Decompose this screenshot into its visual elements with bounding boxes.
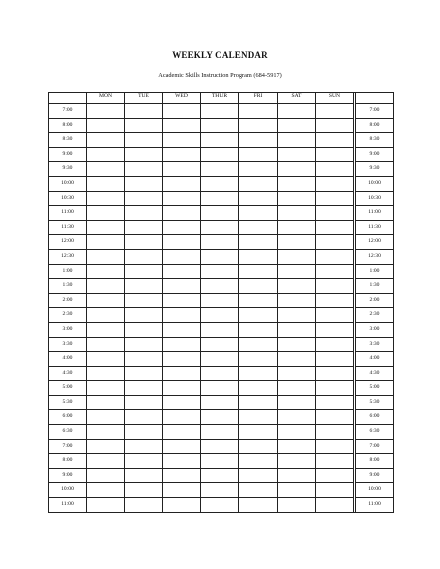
calendar-cell-thur[interactable] <box>201 235 239 250</box>
calendar-cell-wed[interactable] <box>163 191 201 206</box>
time-label-right: 8:30 <box>356 133 394 148</box>
time-label-right: 5:00 <box>356 381 394 396</box>
calendar-cell-tue[interactable] <box>125 147 163 162</box>
calendar-cell-fri[interactable] <box>239 220 278 235</box>
calendar-cell-fri[interactable] <box>239 293 278 308</box>
calendar-cell-thur[interactable] <box>201 425 239 440</box>
calendar-cell-thur[interactable] <box>201 468 239 483</box>
calendar-cell-thur[interactable] <box>201 104 239 119</box>
time-label-left: 3:30 <box>49 337 87 352</box>
time-label-right: 11:00 <box>356 498 394 513</box>
calendar-cell-thur[interactable] <box>201 439 239 454</box>
calendar-cell-wed[interactable] <box>163 337 201 352</box>
calendar-cell-sat[interactable] <box>278 191 316 206</box>
time-label-left: 4:30 <box>49 366 87 381</box>
time-label-left: 6:00 <box>49 410 87 425</box>
page-subtitle: Academic Skills Instruction Program (684-5917) <box>158 72 282 79</box>
day-header-tue: TUE <box>125 93 163 104</box>
calendar-cell-thur[interactable] <box>201 279 239 294</box>
calendar-cell-mon[interactable] <box>87 220 125 235</box>
calendar-cell-sun[interactable] <box>316 381 354 396</box>
calendar-cell-sun[interactable] <box>316 498 354 513</box>
time-label-right: 9:30 <box>356 162 394 177</box>
calendar-cell-mon[interactable] <box>87 395 125 410</box>
calendar-row <box>49 352 394 367</box>
calendar-cell-sun[interactable] <box>316 206 354 221</box>
calendar-cell-thur[interactable] <box>201 381 239 396</box>
calendar-cell-mon[interactable] <box>87 206 125 221</box>
calendar-cell-tue[interactable] <box>125 191 163 206</box>
time-label-left: 10:00 <box>49 176 87 191</box>
calendar-cell-sat[interactable] <box>278 425 316 440</box>
calendar-cell-sat[interactable] <box>278 483 316 498</box>
calendar-cell-thur[interactable] <box>201 133 239 148</box>
calendar-cell-sat[interactable] <box>278 104 316 119</box>
calendar-cell-thur[interactable] <box>201 249 239 264</box>
calendar-cell-sat[interactable] <box>278 264 316 279</box>
calendar-cell-tue[interactable] <box>125 381 163 396</box>
calendar-cell-fri[interactable] <box>239 249 278 264</box>
calendar-cell-mon[interactable] <box>87 133 125 148</box>
calendar-cell-fri[interactable] <box>239 264 278 279</box>
calendar-cell-tue[interactable] <box>125 176 163 191</box>
time-label-right: 10:30 <box>356 191 394 206</box>
calendar-cell-mon[interactable] <box>87 454 125 469</box>
calendar-cell-mon[interactable] <box>87 352 125 367</box>
calendar-cell-mon[interactable] <box>87 162 125 177</box>
time-label-right: 11:00 <box>356 206 394 221</box>
calendar-cell-mon[interactable] <box>87 410 125 425</box>
day-header-thur: THUR <box>201 93 239 104</box>
calendar-cell-tue[interactable] <box>125 468 163 483</box>
calendar-cell-sat[interactable] <box>278 147 316 162</box>
calendar-row <box>49 337 394 352</box>
calendar-cell-sun[interactable] <box>316 249 354 264</box>
calendar-cell-sun[interactable] <box>316 439 354 454</box>
calendar-cell-wed[interactable] <box>163 483 201 498</box>
calendar-cell-thur[interactable] <box>201 220 239 235</box>
calendar-row <box>49 220 394 235</box>
calendar-cell-thur[interactable] <box>201 352 239 367</box>
calendar-cell-mon[interactable] <box>87 366 125 381</box>
calendar-cell-mon[interactable] <box>87 293 125 308</box>
calendar-cell-sat[interactable] <box>278 133 316 148</box>
time-label-left: 6:30 <box>49 425 87 440</box>
time-label-right: 12:30 <box>356 249 394 264</box>
time-label-left: 1:30 <box>49 279 87 294</box>
calendar-cell-mon[interactable] <box>87 176 125 191</box>
time-label-left: 2:30 <box>49 308 87 323</box>
calendar-cell-sun[interactable] <box>316 322 354 337</box>
time-label-left: 9:00 <box>49 468 87 483</box>
calendar-cell-sun[interactable] <box>316 410 354 425</box>
calendar-cell-wed[interactable] <box>163 235 201 250</box>
time-label-left: 11:00 <box>49 498 87 513</box>
calendar-cell-thur[interactable] <box>201 410 239 425</box>
calendar-cell-fri[interactable] <box>239 454 278 469</box>
calendar-cell-wed[interactable] <box>163 410 201 425</box>
calendar-cell-fri[interactable] <box>239 279 278 294</box>
time-label-left: 5:00 <box>49 381 87 396</box>
calendar-row <box>49 133 394 148</box>
calendar-cell-fri[interactable] <box>239 235 278 250</box>
calendar-cell-sat[interactable] <box>278 118 316 133</box>
calendar-cell-sun[interactable] <box>316 191 354 206</box>
calendar-cell-sun[interactable] <box>316 468 354 483</box>
calendar-cell-tue[interactable] <box>125 249 163 264</box>
calendar-cell-tue[interactable] <box>125 235 163 250</box>
calendar-cell-tue[interactable] <box>125 264 163 279</box>
time-label-right: 9:00 <box>356 468 394 483</box>
calendar-cell-mon[interactable] <box>87 235 125 250</box>
calendar-row <box>49 439 394 454</box>
calendar-cell-wed[interactable] <box>163 104 201 119</box>
calendar-cell-wed[interactable] <box>163 206 201 221</box>
time-label-right: 8:00 <box>356 454 394 469</box>
calendar-cell-mon[interactable] <box>87 279 125 294</box>
calendar-cell-thur[interactable] <box>201 206 239 221</box>
calendar-cell-sat[interactable] <box>278 468 316 483</box>
time-label-right: 12:00 <box>356 235 394 250</box>
calendar-cell-sun[interactable] <box>316 293 354 308</box>
time-label-right: 2:30 <box>356 308 394 323</box>
calendar-cell-fri[interactable] <box>239 104 278 119</box>
calendar-cell-tue[interactable] <box>125 366 163 381</box>
calendar-cell-sun[interactable] <box>316 395 354 410</box>
time-label-right: 5:30 <box>356 395 394 410</box>
calendar-cell-sat[interactable] <box>278 322 316 337</box>
calendar-cell-mon[interactable] <box>87 308 125 323</box>
calendar-cell-tue[interactable] <box>125 322 163 337</box>
calendar-cell-wed[interactable] <box>163 381 201 396</box>
calendar-cell-wed[interactable] <box>163 133 201 148</box>
calendar-cell-thur[interactable] <box>201 147 239 162</box>
calendar-cell-wed[interactable] <box>163 293 201 308</box>
calendar-cell-sat[interactable] <box>278 395 316 410</box>
time-label-left: 7:00 <box>49 104 87 119</box>
time-label-left: 8:00 <box>49 454 87 469</box>
calendar-cell-tue[interactable] <box>125 206 163 221</box>
calendar-cell-tue[interactable] <box>125 220 163 235</box>
calendar-cell-tue[interactable] <box>125 425 163 440</box>
time-label-right: 6:00 <box>356 410 394 425</box>
time-column-header-left <box>49 93 87 104</box>
calendar-cell-wed[interactable] <box>163 162 201 177</box>
calendar-cell-fri[interactable] <box>239 118 278 133</box>
calendar-cell-fri[interactable] <box>239 322 278 337</box>
calendar-cell-mon[interactable] <box>87 468 125 483</box>
calendar-cell-sat[interactable] <box>278 337 316 352</box>
calendar-cell-thur[interactable] <box>201 322 239 337</box>
calendar-cell-sun[interactable] <box>316 454 354 469</box>
time-label-right: 10:00 <box>356 483 394 498</box>
calendar-cell-wed[interactable] <box>163 279 201 294</box>
calendar-cell-tue[interactable] <box>125 439 163 454</box>
calendar-cell-fri[interactable] <box>239 468 278 483</box>
calendar-body <box>49 104 394 513</box>
calendar-cell-fri[interactable] <box>239 308 278 323</box>
calendar-cell-tue[interactable] <box>125 337 163 352</box>
calendar-cell-tue[interactable] <box>125 293 163 308</box>
calendar-row <box>49 279 394 294</box>
calendar-cell-tue[interactable] <box>125 352 163 367</box>
calendar-cell-sat[interactable] <box>278 308 316 323</box>
calendar-cell-sun[interactable] <box>316 352 354 367</box>
calendar-cell-mon[interactable] <box>87 425 125 440</box>
calendar-cell-fri[interactable] <box>239 366 278 381</box>
calendar-cell-fri[interactable] <box>239 483 278 498</box>
time-label-left: 8:30 <box>49 133 87 148</box>
calendar-cell-sun[interactable] <box>316 279 354 294</box>
calendar-cell-sun[interactable] <box>316 220 354 235</box>
time-label-right: 4:30 <box>356 366 394 381</box>
time-label-right: 1:00 <box>356 264 394 279</box>
calendar-cell-thur[interactable] <box>201 337 239 352</box>
calendar-cell-thur[interactable] <box>201 483 239 498</box>
calendar-row <box>49 308 394 323</box>
calendar-cell-tue[interactable] <box>125 395 163 410</box>
time-label-left: 9:00 <box>49 147 87 162</box>
calendar-cell-thur[interactable] <box>201 395 239 410</box>
calendar-cell-wed[interactable] <box>163 352 201 367</box>
time-label-left: 10:00 <box>49 483 87 498</box>
time-label-right: 1:30 <box>356 279 394 294</box>
time-label-right: 10:00 <box>356 176 394 191</box>
calendar-cell-tue[interactable] <box>125 104 163 119</box>
time-label-left: 1:00 <box>49 264 87 279</box>
time-label-left: 9:30 <box>49 162 87 177</box>
calendar-row <box>49 381 394 396</box>
calendar-cell-sun[interactable] <box>316 366 354 381</box>
time-label-left: 2:00 <box>49 293 87 308</box>
calendar-cell-sun[interactable] <box>316 104 354 119</box>
time-label-left: 11:30 <box>49 220 87 235</box>
calendar-cell-wed[interactable] <box>163 308 201 323</box>
calendar-row <box>49 118 394 133</box>
calendar-cell-sat[interactable] <box>278 352 316 367</box>
calendar-cell-sat[interactable] <box>278 279 316 294</box>
calendar-row <box>49 293 394 308</box>
calendar-cell-sat[interactable] <box>278 439 316 454</box>
calendar-cell-thur[interactable] <box>201 366 239 381</box>
calendar-row <box>49 395 394 410</box>
calendar-cell-tue[interactable] <box>125 279 163 294</box>
calendar-cell-sun[interactable] <box>316 147 354 162</box>
calendar-row <box>49 147 394 162</box>
calendar-cell-mon[interactable] <box>87 147 125 162</box>
calendar-cell-sun[interactable] <box>316 118 354 133</box>
calendar-cell-sun[interactable] <box>316 235 354 250</box>
calendar-cell-sat[interactable] <box>278 293 316 308</box>
time-label-right: 3:30 <box>356 337 394 352</box>
calendar-cell-sat[interactable] <box>278 206 316 221</box>
calendar-cell-wed[interactable] <box>163 147 201 162</box>
calendar-cell-thur[interactable] <box>201 308 239 323</box>
day-header-sun: SUN <box>316 93 354 104</box>
page-title: WEEKLY CALENDAR <box>172 50 268 60</box>
calendar-cell-wed[interactable] <box>163 454 201 469</box>
calendar-row <box>49 468 394 483</box>
calendar-cell-tue[interactable] <box>125 483 163 498</box>
calendar-cell-sat[interactable] <box>278 498 316 513</box>
calendar-cell-fri[interactable] <box>239 439 278 454</box>
calendar-cell-tue[interactable] <box>125 118 163 133</box>
calendar-cell-mon[interactable] <box>87 264 125 279</box>
time-label-left: 11:00 <box>49 206 87 221</box>
time-label-left: 8:00 <box>49 118 87 133</box>
calendar-row <box>49 498 394 513</box>
calendar-cell-thur[interactable] <box>201 176 239 191</box>
calendar-cell-mon[interactable] <box>87 104 125 119</box>
calendar-cell-fri[interactable] <box>239 352 278 367</box>
calendar-cell-fri[interactable] <box>239 425 278 440</box>
day-header-wed: WED <box>163 93 201 104</box>
time-label-left: 5:30 <box>49 395 87 410</box>
calendar-cell-fri[interactable] <box>239 410 278 425</box>
calendar-cell-sat[interactable] <box>278 410 316 425</box>
calendar-cell-mon[interactable] <box>87 118 125 133</box>
calendar-cell-sun[interactable] <box>316 308 354 323</box>
calendar-cell-wed[interactable] <box>163 118 201 133</box>
time-label-left: 10:30 <box>49 191 87 206</box>
calendar-cell-mon[interactable] <box>87 249 125 264</box>
time-label-right: 8:00 <box>356 118 394 133</box>
calendar-cell-sat[interactable] <box>278 381 316 396</box>
calendar-cell-thur[interactable] <box>201 264 239 279</box>
calendar-cell-mon[interactable] <box>87 483 125 498</box>
calendar-row <box>49 264 394 279</box>
time-label-left: 12:30 <box>49 249 87 264</box>
calendar-cell-fri[interactable] <box>239 395 278 410</box>
calendar-cell-wed[interactable] <box>163 249 201 264</box>
calendar-cell-tue[interactable] <box>125 454 163 469</box>
calendar-cell-wed[interactable] <box>163 322 201 337</box>
time-label-right: 6:30 <box>356 425 394 440</box>
calendar-cell-sat[interactable] <box>278 220 316 235</box>
calendar-cell-fri[interactable] <box>239 133 278 148</box>
calendar-row <box>49 235 394 250</box>
calendar-cell-sat[interactable] <box>278 366 316 381</box>
calendar-cell-mon[interactable] <box>87 337 125 352</box>
time-label-left: 12:00 <box>49 235 87 250</box>
calendar-cell-mon[interactable] <box>87 381 125 396</box>
calendar-cell-thur[interactable] <box>201 118 239 133</box>
calendar-row <box>49 104 394 119</box>
calendar-cell-sat[interactable] <box>278 235 316 250</box>
calendar-row <box>49 483 394 498</box>
time-label-right: 7:00 <box>356 104 394 119</box>
calendar-cell-thur[interactable] <box>201 293 239 308</box>
calendar-row <box>49 410 394 425</box>
weekly-calendar-table <box>48 92 394 513</box>
calendar-row <box>49 366 394 381</box>
calendar-cell-sat[interactable] <box>278 176 316 191</box>
calendar-cell-sat[interactable] <box>278 162 316 177</box>
calendar-cell-fri[interactable] <box>239 191 278 206</box>
calendar-header-row <box>49 93 394 104</box>
time-label-right: 7:00 <box>356 439 394 454</box>
time-column-header-right <box>356 93 394 104</box>
calendar-cell-thur[interactable] <box>201 498 239 513</box>
calendar-cell-wed[interactable] <box>163 395 201 410</box>
calendar-row <box>49 322 394 337</box>
calendar-cell-fri[interactable] <box>239 498 278 513</box>
calendar-cell-wed[interactable] <box>163 264 201 279</box>
day-header-mon: MON <box>87 93 125 104</box>
calendar-cell-wed[interactable] <box>163 468 201 483</box>
calendar-cell-mon[interactable] <box>87 498 125 513</box>
calendar-cell-sat[interactable] <box>278 454 316 469</box>
calendar-cell-fri[interactable] <box>239 381 278 396</box>
time-label-right: 4:00 <box>356 352 394 367</box>
calendar-cell-mon[interactable] <box>87 439 125 454</box>
calendar-cell-wed[interactable] <box>163 176 201 191</box>
calendar-cell-sun[interactable] <box>316 162 354 177</box>
calendar-cell-wed[interactable] <box>163 220 201 235</box>
time-label-right: 11:30 <box>356 220 394 235</box>
time-label-right: 3:00 <box>356 322 394 337</box>
calendar-cell-tue[interactable] <box>125 162 163 177</box>
calendar-row <box>49 454 394 469</box>
calendar-cell-mon[interactable] <box>87 322 125 337</box>
calendar-cell-sun[interactable] <box>316 425 354 440</box>
time-label-right: 2:00 <box>356 293 394 308</box>
calendar-cell-wed[interactable] <box>163 425 201 440</box>
calendar-cell-sun[interactable] <box>316 264 354 279</box>
calendar-cell-sun[interactable] <box>316 133 354 148</box>
calendar-cell-tue[interactable] <box>125 133 163 148</box>
calendar-cell-mon[interactable] <box>87 191 125 206</box>
calendar-cell-tue[interactable] <box>125 410 163 425</box>
calendar-cell-fri[interactable] <box>239 206 278 221</box>
calendar-row <box>49 162 394 177</box>
calendar-cell-thur[interactable] <box>201 454 239 469</box>
time-label-left: 4:00 <box>49 352 87 367</box>
calendar-row <box>49 425 394 440</box>
calendar-cell-sun[interactable] <box>316 176 354 191</box>
day-header-fri: FRI <box>239 93 278 104</box>
calendar-row <box>49 249 394 264</box>
time-label-left: 3:00 <box>49 322 87 337</box>
calendar-row <box>49 176 394 191</box>
day-header-sat: SAT <box>278 93 316 104</box>
calendar-cell-thur[interactable] <box>201 191 239 206</box>
calendar-cell-tue[interactable] <box>125 498 163 513</box>
calendar-cell-sun[interactable] <box>316 483 354 498</box>
time-label-right: 9:00 <box>356 147 394 162</box>
calendar-cell-fri[interactable] <box>239 147 278 162</box>
time-label-left: 7:00 <box>49 439 87 454</box>
calendar-row <box>49 206 394 221</box>
calendar-cell-wed[interactable] <box>163 498 201 513</box>
calendar-cell-fri[interactable] <box>239 337 278 352</box>
calendar-cell-thur[interactable] <box>201 162 239 177</box>
calendar-row <box>49 191 394 206</box>
calendar-cell-fri[interactable] <box>239 176 278 191</box>
calendar-cell-sat[interactable] <box>278 249 316 264</box>
calendar-cell-wed[interactable] <box>163 439 201 454</box>
calendar-cell-wed[interactable] <box>163 366 201 381</box>
calendar-cell-sun[interactable] <box>316 337 354 352</box>
calendar-cell-fri[interactable] <box>239 162 278 177</box>
calendar-cell-tue[interactable] <box>125 308 163 323</box>
